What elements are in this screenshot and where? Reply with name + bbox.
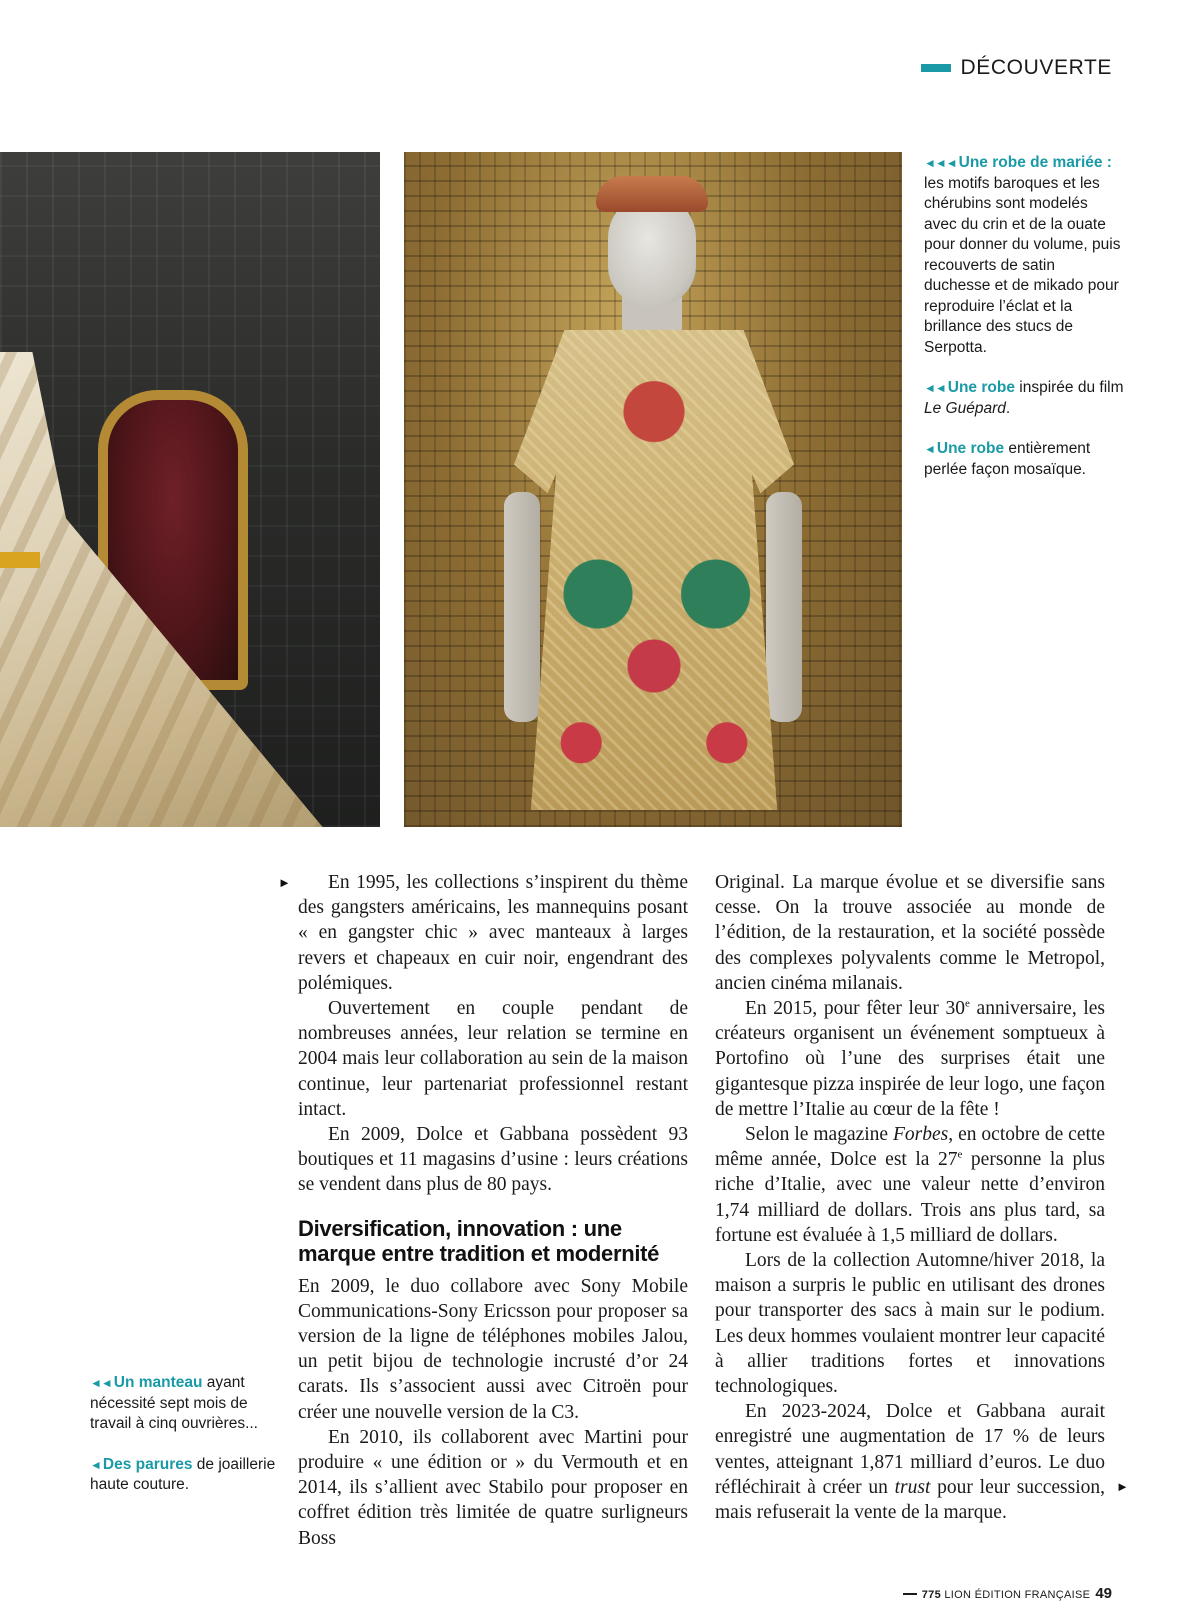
section-header bbox=[921, 56, 1112, 80]
caption-lead: Une robe bbox=[936, 440, 1005, 457]
captions-right bbox=[924, 153, 1124, 500]
continue-marker: ► bbox=[1116, 1479, 1129, 1494]
caption-text: inspirée du film bbox=[1014, 379, 1124, 396]
photo-wedding-gown-throne bbox=[0, 152, 380, 827]
caption-lead: Une robe de mariée : bbox=[958, 154, 1112, 171]
paragraph: En 1995, les collections s’inspirent du thème des gangsters américains, les mannequins posant « en gangster chic » avec manteaux à larges revers et chapeaux en cuir noir, engendrant des polémiques. bbox=[298, 872, 688, 994]
gown-sash-shape bbox=[0, 552, 40, 568]
superscript: e bbox=[965, 997, 970, 1010]
caption-guepard-dress bbox=[924, 378, 1124, 419]
caption-text-end: . bbox=[1005, 399, 1011, 417]
caption-jewelry bbox=[90, 1455, 280, 1496]
italic-term: trust bbox=[894, 1476, 931, 1498]
paragraph bbox=[715, 996, 1105, 1122]
text-run: En 2015, pour fêter leur 30 bbox=[745, 998, 966, 1020]
caption-text: les motifs baroques et les chérubins sont modelés avec du crin et de la ouate pour donner du volume, puis recouverts de satin duchesse et de mikado pour reproduire l’éclat et la brillance des stucs de Serpotta. bbox=[924, 174, 1121, 356]
caption-lead: Un manteau bbox=[113, 1374, 203, 1391]
mannequin-arm-left bbox=[504, 492, 540, 722]
photo-mosaic-dress bbox=[404, 152, 902, 827]
section-label: DÉCOUVERTE bbox=[960, 56, 1112, 79]
caption-arrows: ◄◄ bbox=[924, 381, 946, 395]
continue-from-marker: ► bbox=[278, 875, 291, 890]
publication-name bbox=[922, 1589, 1091, 1601]
beaded-dress-shape bbox=[514, 330, 794, 810]
page-number: 49 bbox=[1095, 1585, 1112, 1602]
section-heading: Diversification, innovation : une marque entre tradition et modernité bbox=[298, 1215, 660, 1266]
paragraph: En 2009, le duo collabore avec Sony Mobile Communications-Sony Ericsson pour proposer sa version de la ligne de téléphones mobiles Jalou, un petit bijou de technologie incrusté d’or 24 carats. Ils s’associent aussi avec Citroën pour créer une nouvelle version de la C3. bbox=[298, 1275, 688, 1423]
caption-text: ayant nécessité sept mois de travail à cinq ouvrières... bbox=[90, 1374, 258, 1432]
caption-text: de joaillerie haute couture. bbox=[90, 1455, 276, 1493]
text-run: En 2023-2024, Dolce et Gabbana aurait enregistré une augmentation de 17 % de leurs ventes, atteignant 1,871 milliard d’euros. Le duo réfléchirait à créer un bbox=[715, 1401, 1105, 1498]
article-column-1 bbox=[298, 870, 688, 1551]
caption-arrows: ◄◄◄ bbox=[924, 156, 957, 170]
paragraph: Original. La marque évolue et se diversifie sans cesse. On la trouve associée au monde de l’édition, de la restauration, et la société possède des complexes polyvalents comme le Metropol, ancien cinéma milanais. bbox=[715, 872, 1105, 994]
caption-arrows: ◄ bbox=[90, 1457, 101, 1472]
paragraph: Ouvertement en couple pendant de nombreuses années, leur relation se termine en 2004 mais leur collaboration au sein de la maison continue, leur partenariat professionnel restant intact. bbox=[298, 998, 688, 1120]
caption-film-title: Le Guépard bbox=[924, 399, 1006, 417]
caption-arrows: ◄◄ bbox=[90, 1376, 112, 1390]
paragraph: En 2010, ils collaborent avec Martini pour produire « une édition or » du Vermouth et en 2014, ils s’allient avec Stabilo pour proposer en coffret édition très limitée de quatre surligneurs Boss bbox=[298, 1426, 688, 1549]
text-run: anniversaire, les créateurs organisent un événement somptueux à Portofino où l’une des surprises était une gigantesque pizza inspirée de leur logo, une façon de mettre l’Italie au cœur de la fête ! bbox=[715, 998, 1106, 1120]
caption-coat bbox=[90, 1373, 280, 1435]
paragraph bbox=[715, 1399, 1105, 1525]
caption-wedding-dress bbox=[924, 153, 1124, 358]
text-run: pour leur succession, mais refuserait la vente de la marque. bbox=[715, 1476, 1105, 1524]
text-run: Selon le magazine bbox=[745, 1124, 894, 1146]
footer-dash bbox=[903, 1593, 917, 1595]
superscript: e bbox=[957, 1148, 963, 1161]
mannequin-arm-right bbox=[766, 492, 802, 722]
caption-arrows: ◄ bbox=[924, 442, 935, 456]
page-footer bbox=[903, 1585, 1112, 1602]
caption-mosaic-dress bbox=[924, 439, 1124, 480]
text-run: , en octobre de cette même année, Dolce est la 27 bbox=[715, 1124, 1105, 1171]
text-run: personne la plus riche d’Italie, avec une valeur nette d’environ 1,74 milliard de dollars. Trois ans plus tard, sa fortune est évaluée à 1,5 milliard de dollars. bbox=[715, 1149, 1105, 1246]
paragraph bbox=[715, 1122, 1105, 1248]
publication-number: 775 bbox=[921, 1589, 941, 1601]
captions-left bbox=[90, 1373, 280, 1516]
magazine-title: Forbes bbox=[893, 1124, 949, 1146]
section-accent-bar bbox=[921, 64, 951, 72]
paragraph: En 2009, Dolce et Gabbana possèdent 93 boutiques et 11 magasins d’usine : leurs créations se vendent dans plus de 80 pays. bbox=[298, 1124, 688, 1196]
paragraph: Lors de la collection Automne/hiver 2018, la maison a surpris le public en utilisant des drones pour transporter des sacs à main sur le podium. Les deux hommes voulaient montrer leur capacité à allier traditions fortes et innovations technologiques. bbox=[715, 1250, 1105, 1398]
jeweled-headpiece bbox=[596, 176, 708, 212]
publication-title: LION ÉDITION FRANÇAISE bbox=[941, 1589, 1091, 1601]
caption-text: entièrement perlée façon mosaïque. bbox=[924, 440, 1091, 478]
caption-lead: Une robe bbox=[947, 379, 1015, 396]
caption-lead: Des parures bbox=[102, 1455, 193, 1473]
article-column-2 bbox=[715, 870, 1105, 1525]
